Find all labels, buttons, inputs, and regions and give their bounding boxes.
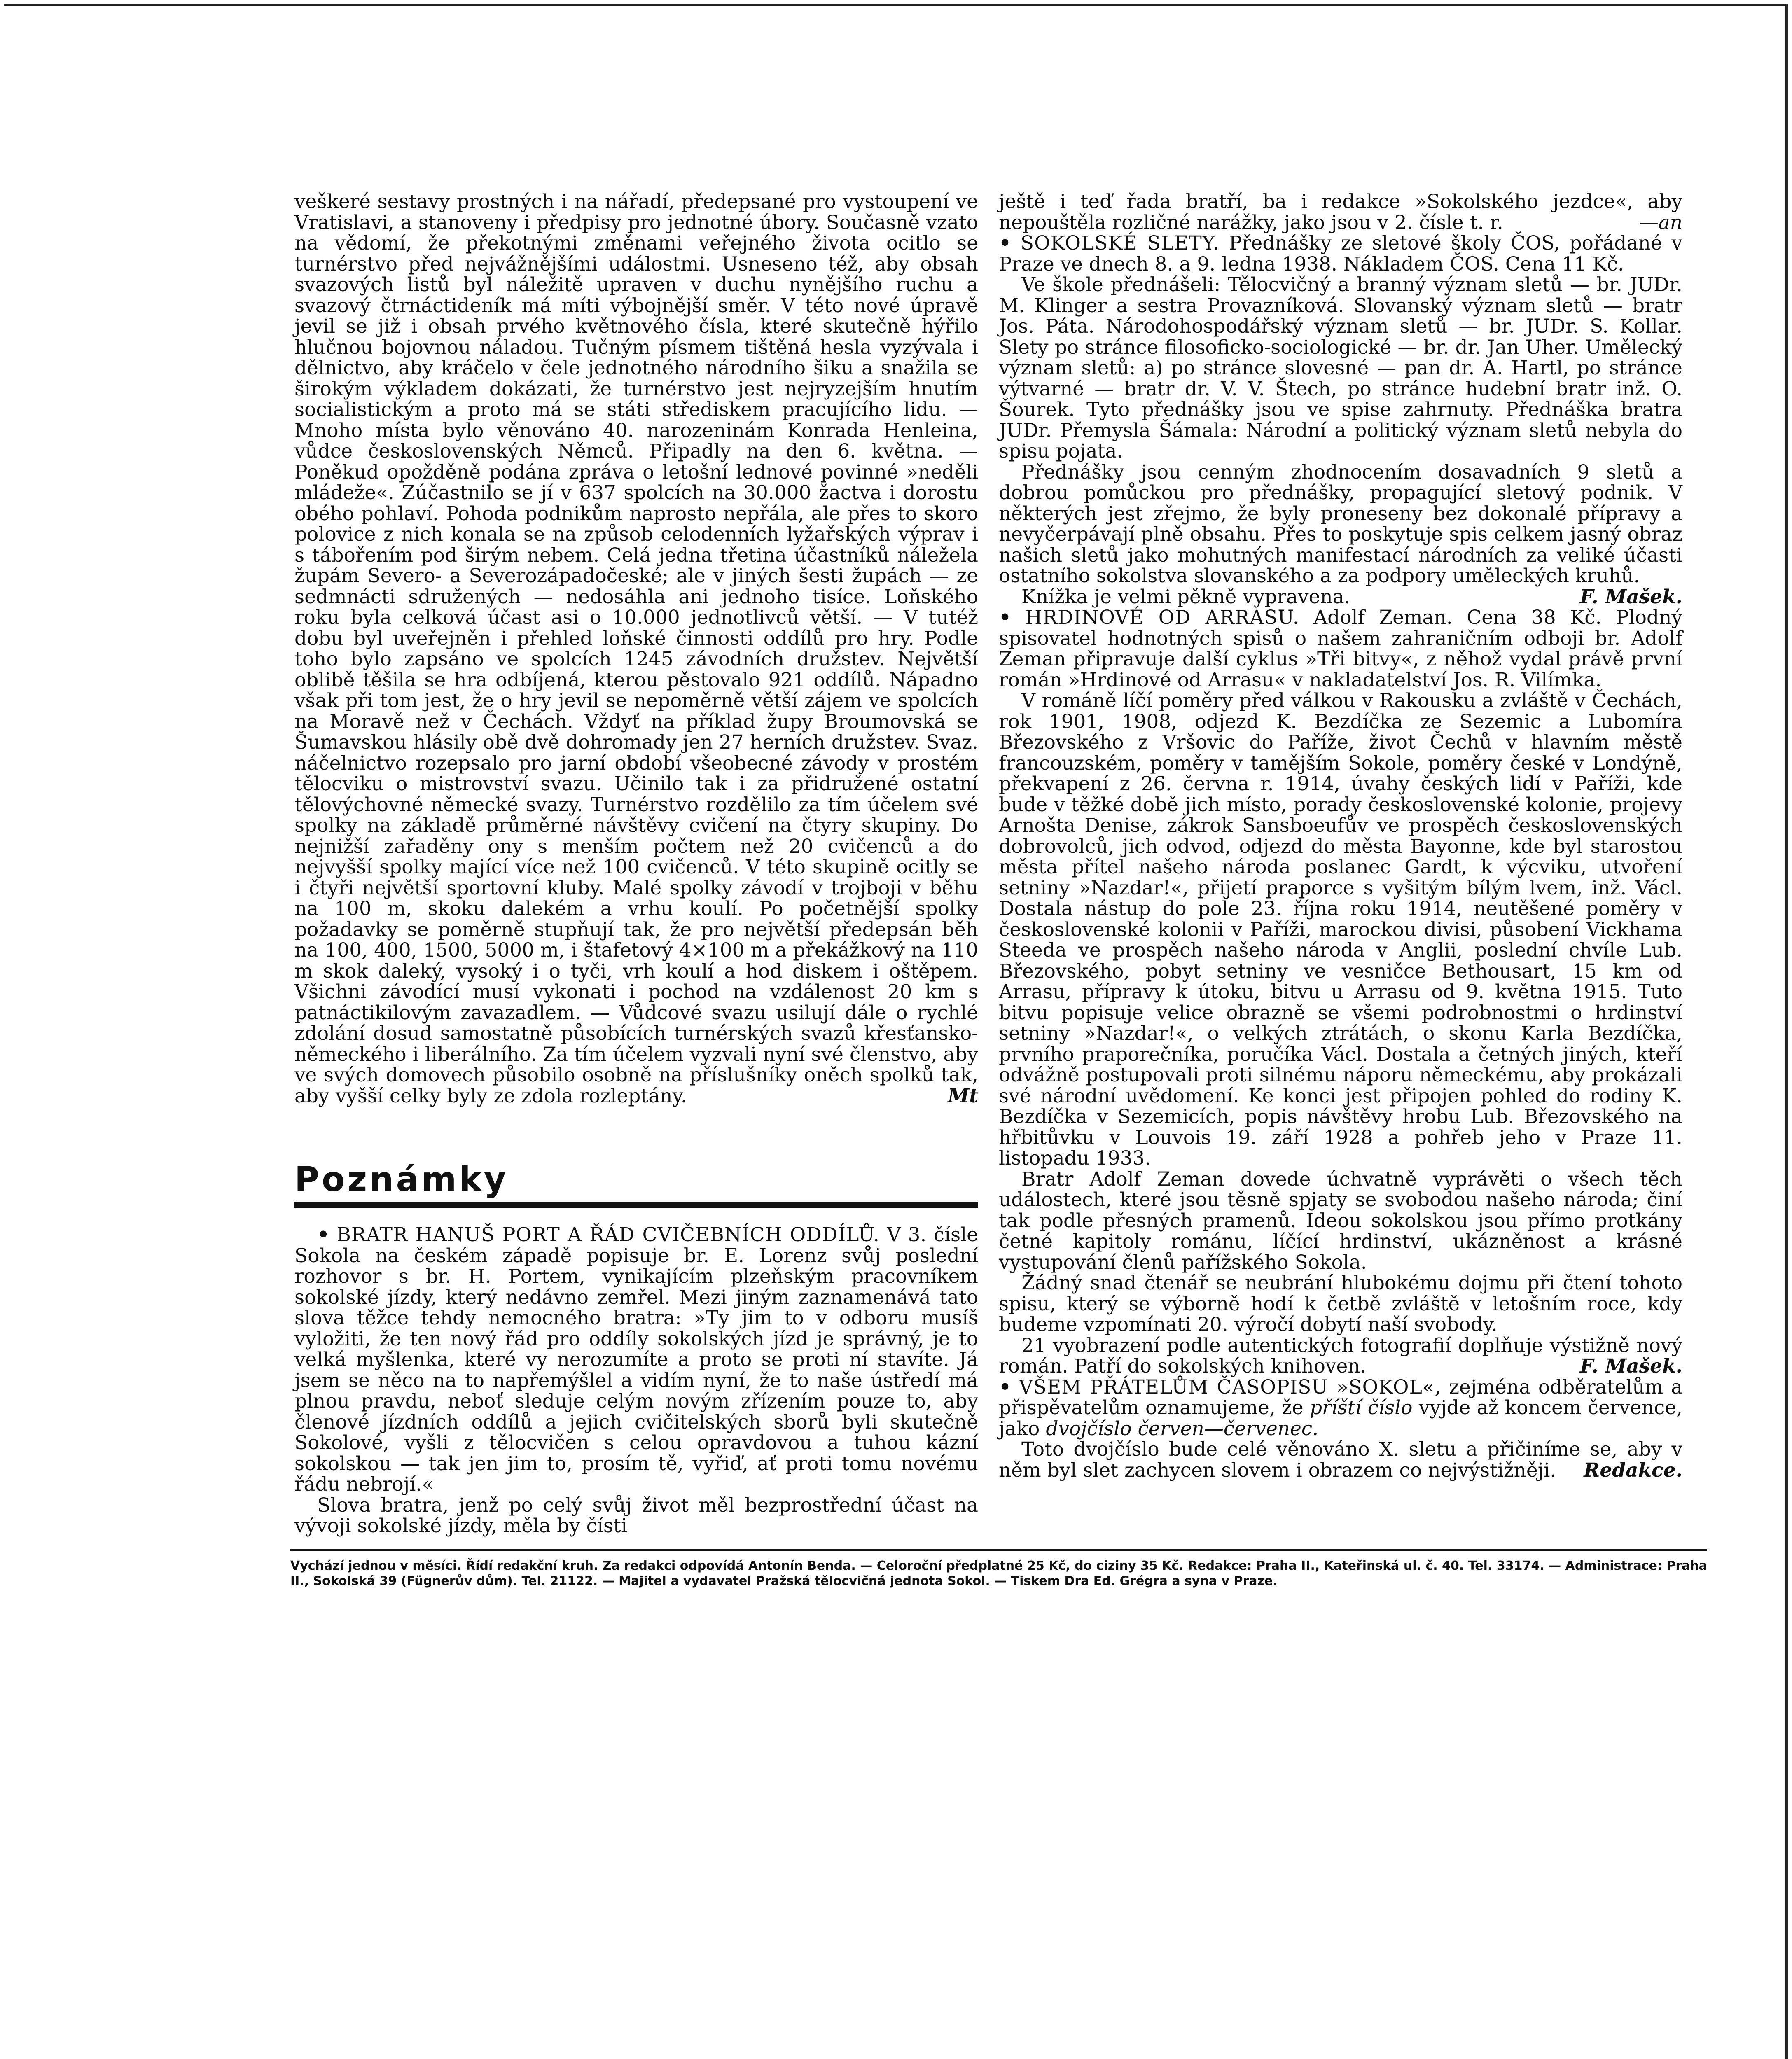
right-column xyxy=(999,191,1682,1481)
note-signature: F. Mašek. xyxy=(1579,585,1682,608)
bullet-icon: • xyxy=(999,1375,1012,1398)
section-title: Poznámky xyxy=(294,1160,509,1199)
note-text: Toto dvojčíslo bude celé věnováno X. sletu a přičiníme se, aby v něm byl slet zachycen slovem i obrazem co nejvýstižněji. xyxy=(999,1438,1682,1482)
note-text: Přednášky ze sletové školy ČOS, pořádané v Praze ve dnech 8. a 9. ledna 1938. Nákladem ČOS. Cena 11 Kč. xyxy=(999,232,1682,275)
note-announcement xyxy=(999,1377,1682,1440)
note-paragraph xyxy=(999,587,1682,608)
section-divider xyxy=(294,1202,978,1208)
note-paragraph xyxy=(999,1169,1682,1273)
note-text: 21 vyobrazení podle autentických fotografií doplňuje výstižně nový román. Patří do sokolských knihoven. xyxy=(999,1334,1682,1377)
note-paragraph xyxy=(999,691,1682,1169)
note-text: ještě i teď řada bratří, ba i redakce »Sokolského jezdce«, aby nepouštěla rozličné narážky, jako jsou v 2. čísle t. r. xyxy=(999,190,1682,234)
note-signature: Redakce. xyxy=(1584,1459,1682,1482)
note-text: Slova bratra, jenž po celý svůj život měl bezprostřední účast na vývoji sokolské jízdy, měla by čísti xyxy=(294,1494,978,1537)
left-column xyxy=(294,191,978,1537)
note-text: Knížka je velmi pěkně vypravena. xyxy=(1021,585,1350,608)
emphasis-text: příští číslo xyxy=(1309,1396,1413,1419)
note-port-paragraph xyxy=(294,1495,978,1537)
note-paragraph xyxy=(999,1335,1682,1377)
article-signature: Mt xyxy=(948,1084,978,1107)
note-heading: VŠEM PŘÁTELŮM ČASOPISU »SOKOL«, xyxy=(1019,1375,1442,1398)
note-paragraph xyxy=(999,462,1682,587)
emphasis-text: dvojčíslo červen—červenec. xyxy=(1046,1417,1319,1440)
note-text: vyjde až koncem července, jako xyxy=(999,1396,1682,1440)
note-text: V románě líčí poměry před válkou v Rakousku a zvláště v Čechách, rok 1901, 1908, odjezd K. Bezdíčka ze Sezemic a Lubomíra Březovského z Vršovic do Paříže, život Čechů v hlavním městě francouzském, poměry v tamějším Sokole, poměry české v Londýně, překvapení z 26. června r. 1914, úvahy českých lidí v Paříži, kde bude v těžké době jich místo, porady československé kolonie, projevy Arnošta Denise, zákrok Sansboeufův ve prospěch československých dobrovolců, jich odvod, odjezd do města Bayonne, kde byl starostou města přítel našeho národa poslanec Gardt, k výcviku, utvoření setniny »Nazdar!«, přijetí praporce s vyšitým bílým lvem, inž. Václ. Dostala nástup do pole 23. října roku 1914, neutěšené poměry v československé kolonii v Paříži, marockou divisi, působení Vickhama Steeda ve prospěch našeho národa v Anglii, poslední chvíle Lub. Březovského, pobyt setniny ve vesničce Bethousart, 15 km od Arrasu, přípravy k útoku, bitvu u Arrasu od 9. května 1915. Tuto bitvu popisuje velice obrazně se všemi podrobnostmi o hrdinství setniny »Nazdar!«, o velkých ztrátách, o skonu Karla Bezdíčka, prvního praporečníka, poručíka Václ. Dostala a četných jiných, kteří odvážně postupovali proti silnému náporu německému, aby prokázali své národní uvědomení. Ke konci jest připojen pohled do rodiny K. Bezdíčka v Sezemicích, popis návštěvy hrobu Lub. Březovského na hřbitůvku v Louvois 19. září 1928 a pohřeb jeho v Praze 11. listopadu 1933. xyxy=(999,689,1682,1170)
note-paragraph xyxy=(999,275,1682,462)
note-text: Žádný snad čtenář se neubrání hlubokému dojmu při čtení tohoto spisu, který se výborně hodí k četbě zvláště v letošním roce, kdy budeme vzpomínati 20. výročí dobytí naší svobody. xyxy=(999,1272,1682,1336)
note-text: zejména odběratelům a přispěvatelům oznamujeme, že xyxy=(999,1375,1682,1419)
note-text: Ve škole přednášeli: Tělocvičný a branný význam sletů — br. JUDr. M. Klinger a sestra Provazníková. Slovanský význam sletů — bratr Jos. Páta. Národohospodářský význam sletů — br. JUDr. S. Kollar. Slety po stránce filosoficko-sociologické — br. dr. Jan Uher. Umělecký význam sletů: a) po stránce slovesné — pan dr. A. Hartl, po stránce výtvarné — bratr dr. V. V. Štech, po stránce hudební bratr inž. O. Šourek. Tyto přednášky jsou ve spise zahrnuty. Přednáška bratra JUDr. Přemysla Šámala: Národní a politický význam sletů nebyla do spisu pojata. xyxy=(999,273,1682,462)
note-heading: HRDINOVÉ OD ARRASU. xyxy=(1025,606,1299,629)
note-heading: SOKOLSKÉ SLETY. xyxy=(1020,232,1220,254)
note-paragraph xyxy=(999,1439,1682,1481)
note-text: V 3. čísle Sokola na českém západě popisuje br. E. Lorenz svůj poslední rozhovor s br. H. Portem, vynikajícím plzeňským pracovníkem sokolské jízdy, který nedávno zemřel. Mezi jiným zaznamenává tato slova těžce tehdy nemocného bratra: »Ty jim to v odboru musíš vyložiti, že ten nový řád pro oddíly sokolských jízd je správný, je to velká myšlenka, které vy nerozumíte a proto se proti ní stavíte. Já jsem se něco na to napřemýšlel a vidím nyní, že to naše ústředí má plnou pravdu, neboť sleduje celým novým zřízením pouze to, aby členové jízdních oddílů a jejich cvičitelských sborů byli skutečně Sokolové, vyšli z tělocvičen s celou opravdovou a tuhou kázní sokolskou — tak jen jim to, prosím tě, vyřiď, ať proti tomu novému řádu nebrojí.« xyxy=(294,1223,978,1496)
bullet-icon: • xyxy=(317,1223,330,1246)
imprint-footer: Vychází jednou v měsíci. Řídí redakční kruh. Za redakci odpovídá Antonín Benda. — Celoroční předplatné 25 Kč, do ciziny 35 Kč. Redakce: Praha II., Kateřinská ul. č. 40. Tel. 33174. — Administrace: Praha II., Sokolská 39 (Fügnerův dům). Tel. 21122. — Majitel a vydavatel Pražská tělocvičná jednota Sokol. — Tiskem Dra Ed. Grégra a syna v Praze. xyxy=(290,1559,1707,1588)
bullet-icon: • xyxy=(999,606,1012,629)
note-signature: —an xyxy=(1639,211,1682,234)
bullet-icon: • xyxy=(999,232,1012,254)
note-signature: F. Mašek. xyxy=(1579,1355,1682,1377)
note-heading: BRATR HANUŠ PORT A ŘÁD CVIČEBNÍCH ODDÍLŮ. xyxy=(336,1223,880,1246)
article-continuation xyxy=(294,191,978,1107)
note-text: Přednášky jsou cenným zhodnocením dosavadních 9 sletů a dobrou pomůckou pro přednášky, propagující sletový podnik. V některých jest zřejmo, že byly proneseny bez dokonalé přípravy a nevyčerpávají plně obsahu. Přes to poskytuje spis celkem jasný obraz našich sletů jako mohutných manifestací národních za veliké účasti ostatního sokolstva slovanského a za podpory uměleckých kruhů. xyxy=(999,460,1682,587)
note-paragraph xyxy=(999,1273,1682,1335)
note-slety xyxy=(999,233,1682,275)
note-port-continuation xyxy=(999,191,1682,233)
footer-divider xyxy=(290,1549,1707,1551)
note-text: Bratr Adolf Zeman dovede úchvatně vyprávěti o všech těch událostech, které jsou těsně spjaty se svobodou našeho národa; činí tak podle přesných pramenů. Ideou sokolskou jsou přímo protkány četné kapitoly románu, líčící hrdinství, ukázněnost a krásné vystupování členů pařížského Sokola. xyxy=(999,1167,1682,1274)
notes-section-header xyxy=(294,1160,978,1208)
article-text: veškeré sestavy prostných i na nářadí, předepsané pro vystoupení ve Vratislavi, a stanoveny i předpisy pro jednotné úbory. Současně vzato na vědomí, že překotnými změnami veřejného života ocitlo se turnérstvo před nejvážnějšími událostmi. Usneseno též, aby obsah svazových listů byl náležitě upraven v duchu nynějšího ruchu a svazový čtrnáctideník má míti výbojnější směr. V této nové úpravě jevil se již i obsah prvého květnového čísla, které skutečně hýřilo hlučnou bojovnou náladou. Tučným písmem tištěná hesla vyzývala i dělnictvo, aby kráčelo v čele jednotného národního šiku a snažila se širokým výkladem dokázati, že turnérstvo jest nejryzejším hnutím socialistickým a proto má se státi střediskem pracujícího lidu. — Mnoho místa bylo věnováno 40. narozeninám Konrada Henleina, vůdce československých Němců. Připadly na den 6. května. — Poněkud opožděně podána zpráva o letošní lednové povinné »neděli mládeže«. Zúčastnilo se jí v 637 spolcích na 30.000 žactva i dorostu obého pohlaví. Pohoda podnikům naprosto nepřála, ale přes to skoro polovice z nich konala se na způsob celodenních lyžařských výprav i s tábořením pod širým nebem. Celá jedna třetina účastníků náležela župám Severo- a Severozápadočeské; ale v jiných šesti župách — ze sedmnácti sdružených — nedosáhla ani jednoho tisíce. Loňského roku byla celková účast asi o 10.000 jednotlivců větší. — V tutéž dobu byl uveřejněn i přehled loňské činnosti oddílů pro hry. Podle toho bylo zapsáno ve spolcích 1245 závodních družstev. Největší oblibě těšila se hra odbíjená, kterou pěstovalo 921 oddílů. Nápadno však při tom jest, že o hry jevil se nepoměrně větší zájem ve spolcích na Moravě než v Čechách. Vždyť na příklad župy Broumovská se Šumavskou hlásily obě dvě dohromady jen 27 herních družstev. Svaz. náčelnictvo rozepsalo pro jarní období všeobecné závody v prostém tělocviku o mistrovství svazu. Učinilo tak i za přidružené ostatní tělovýchovné německé svazy. Turnérstvo rozdělilo za tím účelem své spolky na základě průměrné návštěvy cvičení na čtyry skupiny. Do nejnižší zařaděny ony s menším počtem než 20 cvičenců a do nejvyšší spolky mající více než 100 cvičenců. V této skupině ocitly se i čtyři největší sportovní kluby. Malé spolky závodí v trojboji v běhu na 100 m, skoku dalekém a vrhu koulí. Po početnější spolky požadavky se poměrně stupňují tak, že pro největší předepsán běh na 100, 400, 1500, 5000 m, i štafetový 4×100 m a překážkový na 110 m skok daleký, vysoký i o tyči, vrh koulí a hod diskem i oštěpem. Všichni závodící musí vykonati i pochod na vzdálenost 20 km s patnáctikilovým zavazadlem. — Vůdcové svazu usilují dále o rychlé zdolání dosud samostatně působících turnérských svazů křesťansko-německého i liberálního. Za tím účelem vyzvali nyní své členstvo, aby ve svých domovech působilo osobně na příslušníky oněch spolků tak, aby vyšší celky byly ze zdola rozleptány. xyxy=(294,190,978,1107)
note-arras xyxy=(999,607,1682,691)
note-text: Adolf Zeman. Cena 38 Kč. Plodný spisovatel hodnotných spisů o našem zahraničním odboji br. Adolf Zeman připravuje další cyklus »Tři bitvy«, z něhož vydal právě první román »Hrdinové od Arrasu« v nakladatelství Jos. R. Vilímka. xyxy=(999,606,1682,691)
note-port xyxy=(294,1225,978,1495)
